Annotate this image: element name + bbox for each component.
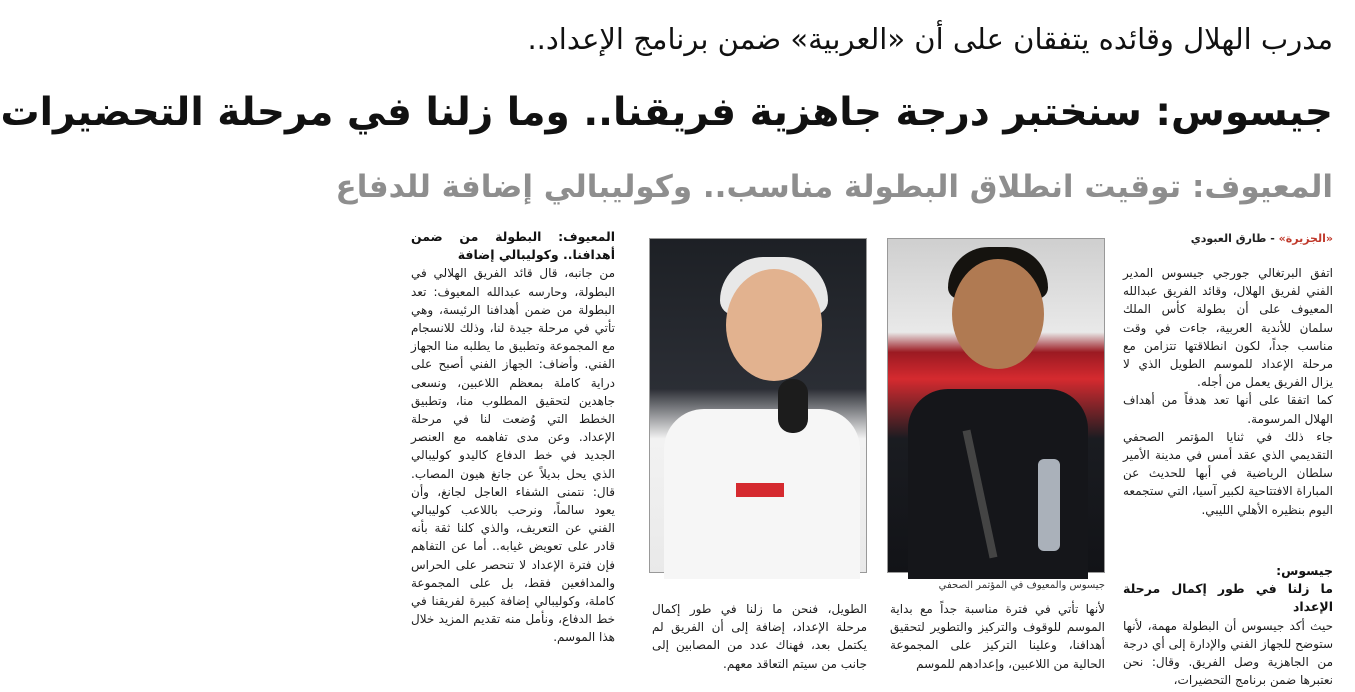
- right-column-lower: [1123, 562, 1333, 689]
- photo-coach: [887, 238, 1105, 573]
- left-paragraph-1: من جانبه، قال قائد الفريق الهلالي في البطولة، وحارسه عبدالله المعيوف: تعد البطولة من ضمن أهدافنا الرئيسة، وهي تأتي في مرحلة جيدة لنا، وذلك للانسجام مع المجموعة وتطبيق ما يطلبه منا الجهاز الفني. وأضاف: الجهاز الفني أصبح على دراية كاملة بمعظم اللاعبين، ونسعى جاهدين لتحقيق المطلوب منا، وتطبيق الخطط التي وُضعت لنا في مرحلة الإعداد. وعن مدى تفاهمه مع العنصر الجديد في خط الدفاع كاليدو كوليبالي الذي يحل بديلاً عن جانغ هيون المصاب. قال: نتمنى الشفاء العاجل لجانغ، وأن يعود سالماً، ونرحب باللاعب كوليبالي الفني عن التعريف، والذي كلنا ثقة بأنه قادر على تعويض غيابه.. أما عن التفاهم فإن فترة الإعداد لا تنحصر على الحراس والمدافعين فقط، بل على المجموعة كاملة، وكوليبالي إضافة كبيرة لفريقنا في خط الدفاع، ونأمل منه تقديم المزيد خلال هذا الموسم.: [411, 266, 615, 645]
- right-subheading-1: جيسوس:: [1276, 563, 1333, 578]
- photo-captain-mic: [778, 379, 808, 433]
- article-subhead: المعيوف: توقيت انطلاق البطولة مناسب.. وكوليبالي إضافة للدفاع: [335, 169, 1333, 205]
- byline-source: «الجزيرة»: [1278, 232, 1333, 245]
- right-column: [1123, 264, 1333, 519]
- bottom-column-b: الطويل، فنحن ما زلنا في طور إكمال مرحلة الإعداد، إضافة إلى أن الفريق لم يكتمل بعد، فهناك عدد من المصابين إلى جانب من سيتم التعاقد معهم.: [652, 602, 867, 671]
- right-paragraph-1: اتفق البرتغالي جورجي جيسوس المدير الفني لفريق الهلال، وقائد الفريق عبدالله المعيوف على أن بطولة كأس الملك سلمان للأندية العربية، جاءت في وقت مناسب جداً، لكون انطلاقتها تتزامن مع مرحلة الإعداد للموسم الطويل الذي لا يزال الفريق يعمل من أجله.: [1123, 266, 1333, 390]
- photo-captain: [649, 238, 867, 573]
- photo-coach-body: [908, 389, 1088, 579]
- photo-caption: جيسوس والمعيوف في المؤتمر الصحفي: [938, 580, 1105, 591]
- article-kicker: مدرب الهلال وقائده يتفقان على أن «العربية» ضمن برنامج الإعداد..: [527, 22, 1333, 56]
- right-paragraph-3: جاء ذلك في ثنايا المؤتمر الصحفي التقديمي الذي عقد أمس في مدينة الأمير سلطان الرياضية في أبها للحديث عن المباراة الافتتاحية لكبير آسيا، التي ستجمعه اليوم بنظيره الأهلي الليبي.: [1123, 429, 1333, 517]
- photo-coach-bottle: [1038, 459, 1060, 551]
- photo-captain-head: [726, 269, 822, 381]
- byline-author: طارق العبودي: [1190, 232, 1267, 245]
- bottom-column-a: لأنها تأتي في فترة مناسبة جداً مع بداية الموسم للوقوف والتركيز والتطوير لتحقيق أهدافنا، وعلينا التركيز على المجموعة الحالية من اللاعبين، وإعدادهم للموسم: [890, 602, 1105, 671]
- right-subheading-2: ما زلنا في طور إكمال مرحلة الإعداد: [1123, 581, 1333, 615]
- photo-captain-badge: [736, 483, 784, 497]
- byline: [1123, 232, 1333, 245]
- left-column: [411, 228, 615, 647]
- byline-separator: -: [1266, 232, 1279, 245]
- photo-coach-head: [952, 259, 1044, 369]
- article-headline: جيسوس: سنختبر درجة جاهزية فريقنا.. وما زلنا في مرحلة التحضيرات: [0, 90, 1333, 135]
- left-box-title: المعيوف: البطولة من ضمن أهدافنا.. وكوليبالي إضافة: [411, 229, 615, 263]
- right-paragraph-2: كما اتفقا على أنها تعد هدفاً من أهداف الهلال المرسومة.: [1123, 393, 1333, 426]
- right-paragraph-after: حيث أكد جيسوس أن البطولة مهمة، لأنها ستوضح للجهاز الفني والإدارة إلى أي درجة من الجاهزية وصل الفريق. وقال: نحن نعتبرها ضمن برنامج التحضيرات،: [1123, 618, 1333, 688]
